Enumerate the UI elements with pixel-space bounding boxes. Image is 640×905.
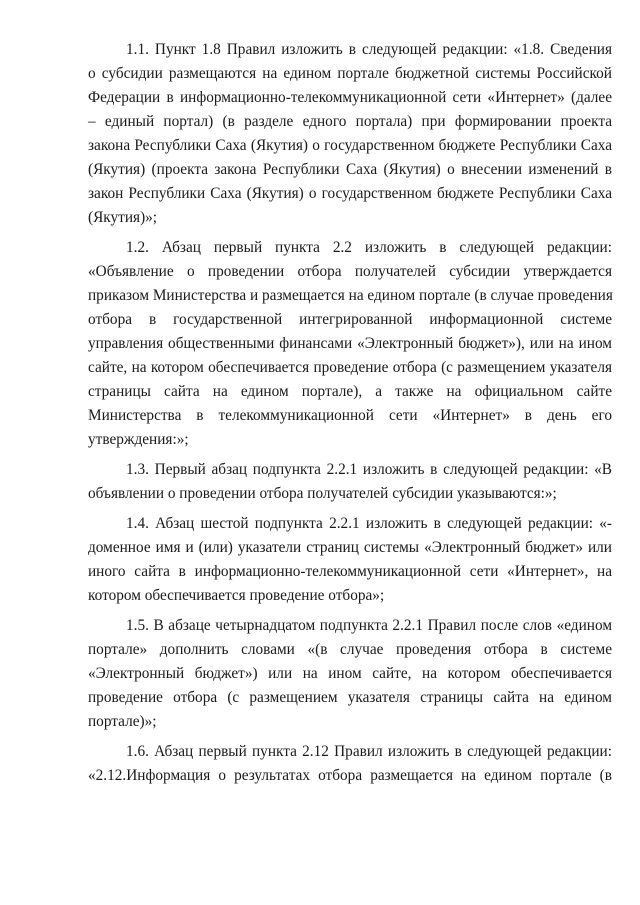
text-line: доменное имя и (или) указатели страниц системы «Электронный бюджет» или	[88, 539, 612, 556]
text-line: закона Республики Саха (Якутия) о государственном бюджете Республики Саха	[88, 137, 612, 154]
paragraph-3	[88, 458, 612, 506]
text-line: о субсидии размещаются на едином портале бюджетной системы Российской	[88, 65, 612, 82]
text-line: страницы сайта на едином портале), а также на официальном сайте	[88, 383, 612, 400]
text-line: портале» дополнить словами «(в случае проведения отбора в системе	[88, 641, 612, 658]
text-line: Федерации в информационно-телекоммуникационной сети «Интернет» (далее	[88, 89, 612, 106]
text-line: закон Республики Саха (Якутия) о государственном бюджете Республики Саха	[88, 185, 612, 202]
text-line: объявлении о проведении отбора получателей субсидии указываются:»;	[88, 485, 557, 502]
text-line: 1.5. В абзаце четырнадцатом подпункта 2.2.1 Правил после слов «едином	[126, 617, 612, 634]
paragraph-5	[88, 614, 612, 734]
paragraph-2	[88, 236, 612, 452]
text-line: 1.3. Первый абзац подпункта 2.2.1 изложить в следующей редакции: «В	[126, 461, 612, 478]
text-line: «2.12.Информация о результатах отбора размещается на едином портале (в	[88, 767, 612, 784]
text-line: приказом Министерства и размещается на едином портале (в случае проведения	[88, 287, 613, 304]
text-line: «Объявление о проведении отбора получателей субсидии утверждается	[88, 263, 612, 280]
text-line: портале)»;	[88, 713, 157, 730]
text-line: «Электронный бюджет») или на ином сайте, на котором обеспечивается	[88, 665, 612, 682]
paragraph-4	[88, 512, 612, 608]
text-line: Министерства в телекоммуникационной сети «Интернет» в день его	[88, 407, 612, 424]
text-line: 1.1. Пункт 1.8 Правил изложить в следующей редакции: «1.8. Сведения	[126, 41, 612, 58]
text-line: 1.4. Абзац шестой подпункта 2.2.1 изложить в следующей редакции: «-	[126, 515, 612, 532]
document-page	[88, 38, 612, 794]
text-line: 1.2. Абзац первый пункта 2.2 изложить в следующей редакции:	[126, 239, 612, 256]
text-line: отбора в государственной интегрированной информационной системе	[88, 311, 612, 328]
text-line: сайте, на котором обеспечивается проведение отбора (с размещением указателя	[88, 359, 612, 376]
text-line: (Якутия) (проекта закона Республики Саха (Якутия) о внесении изменений в	[88, 161, 612, 178]
text-line: иного сайта в информационно-телекоммуникационной сети «Интернет», на	[88, 563, 612, 580]
text-line: управления общественными финансами «Электронный бюджет»), или на ином	[88, 335, 612, 352]
paragraph-1	[88, 38, 612, 230]
text-line: – единый портал) (в разделе едного портала) при формировании проекта	[88, 113, 612, 130]
text-line: 1.6. Абзац первый пункта 2.12 Правил изложить в следующей редакции:	[126, 743, 612, 760]
paragraph-6	[88, 740, 612, 788]
text-line: (Якутия)»;	[88, 209, 158, 226]
text-line: проведение отбора (с размещением указателя страницы сайта на едином	[88, 689, 612, 706]
text-line: утверждения:»;	[88, 431, 189, 448]
text-line: котором обеспечивается проведение отбора»;	[88, 587, 385, 604]
